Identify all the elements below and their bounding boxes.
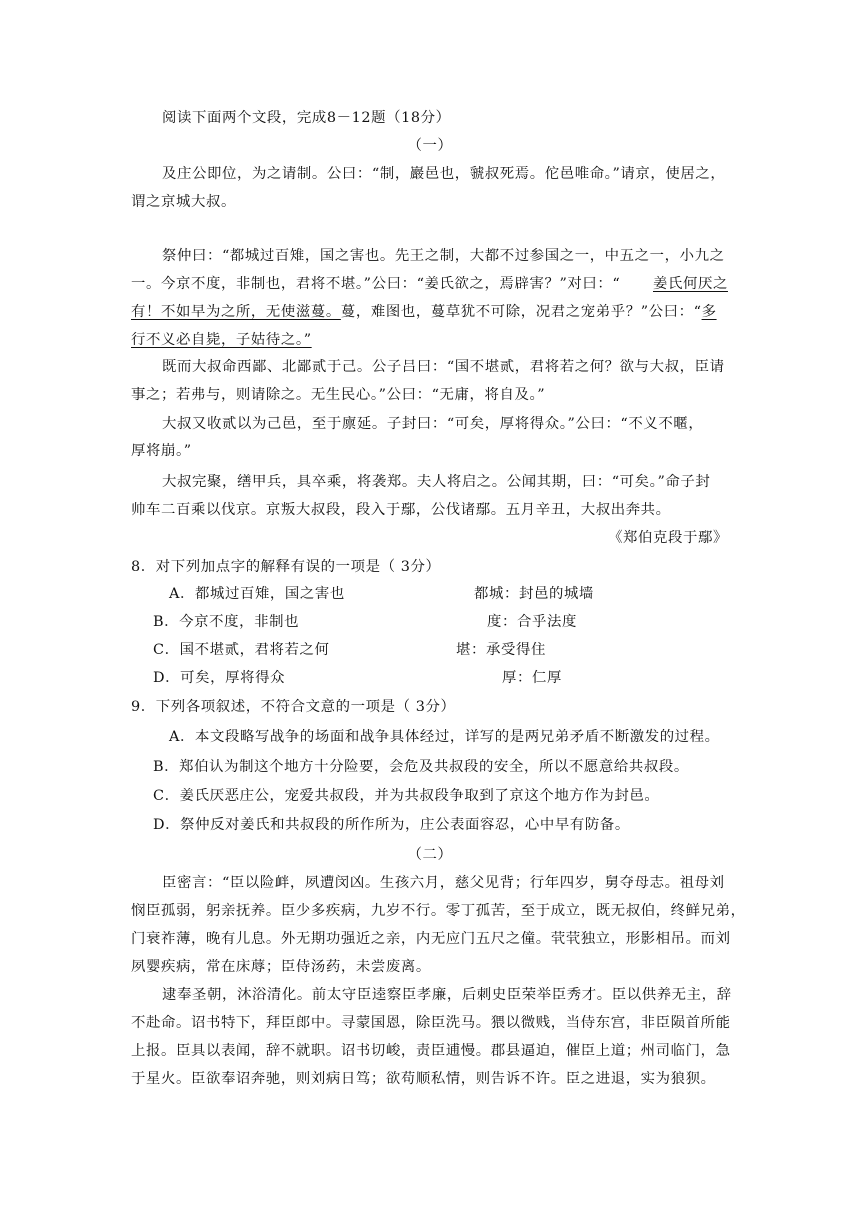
- q8-option-b: B．今京不度，非制也: [153, 614, 300, 630]
- q8-option-c: C．国不堪贰，君将若之何: [153, 642, 330, 658]
- underlined-text: 行不义必自毙，子姑待之。”: [131, 332, 312, 348]
- q9-option-d: D．祭仲反对姜氏和共叔段的所作所为，庄公表面容忍，心中早有防备。: [153, 817, 630, 833]
- q8-gloss-c: 堪：承受得住: [456, 642, 546, 658]
- q9-option-a: A．本文段略写战争的场面和战争具体经过，详写的是两兄弟矛盾不断激发的过程。: [169, 729, 720, 745]
- passage1-line: 厚将崩。”: [131, 443, 192, 459]
- passage1-line: 事之；若弗与，则请除之。无生民心。”公曰：“无庸，将自及。”: [131, 387, 546, 403]
- passage1-line: 有！不如早为之所，无使滋蔓。蔓，难图也，蔓草犹不可除，况君之宠弟乎？”公曰：“多: [131, 304, 717, 320]
- question-8-stem: 8．对下列加点字的解释有误的一项是（ 3分）: [131, 559, 441, 575]
- passage1-line: 帅车二百乘以伐京。京叛大叔段，段入于鄢，公伐诸鄢。五月辛丑，大叔出奔共。: [131, 502, 671, 518]
- q8-gloss-a: 都城：封邑的城墙: [474, 586, 594, 602]
- passage1-line: 一。今京不度，非制也，君将不堪。”公曰：“姜氏欲之，焉辟害？”对曰：“: [131, 276, 621, 292]
- underlined-text: 有！不如早为之所，无使滋蔓。: [131, 304, 341, 320]
- passage1-line: 谓之京城大叔。: [131, 194, 236, 210]
- q8-option-d: D．可矣，厚将得众: [153, 670, 286, 686]
- passage2-line: 夙婴疾病，常在床蓐；臣侍汤药，未尝废离。: [131, 959, 431, 975]
- q9-option-c: C．姜氏厌恶庄公，宠爱共叔段，并为共叔段争取到了京这个地方作为封邑。: [153, 788, 660, 804]
- passage1-line: 大叔又收贰以为己邑，至于廪延。子封曰：“可矣，厚将得众。”公曰：“不义不暱，: [162, 416, 704, 432]
- passage1-line: [131, 330, 731, 350]
- instruction: 阅读下面两个文段，完成8－12题（18分）: [162, 110, 451, 126]
- passage1-line: 祭仲曰：“都城过百雉，国之害也。先王之制，大都不过参国之一，中五之一，小九之: [162, 248, 725, 264]
- section-heading-1: （一）: [407, 138, 453, 154]
- passage1-line: 大叔完聚，缮甲兵，具卒乘，将袭郑。夫人将启之。公闻其期，曰：“可矣。”命子封: [162, 474, 711, 490]
- underlined-text: 姜氏何厌之: [653, 276, 728, 292]
- underlined-text: 多: [701, 304, 717, 320]
- passage2-line: 上报。臣具以表闻，辞不就职。诏书切峻，责臣逋慢。郡县逼迫，催臣上道；州司临门，急: [131, 1043, 731, 1059]
- q8-gloss-d: 厚：仁厚: [502, 670, 562, 686]
- passage2-line: 门衰祚薄，晚有儿息。外无期功强近之亲，内无应门五尺之僮。茕茕独立，形影相吊。而刘: [131, 931, 731, 947]
- passage1-line: 既而大叔命西鄙、北鄙贰于己。公子吕曰：“国不堪贰，君将若之何？欲与大叔，臣请: [162, 359, 725, 375]
- passage2-line: 逮奉圣朝，沐浴清化。前太守臣逵察臣孝廉，后刺史臣荣举臣秀才。臣以供养无主，辞: [162, 987, 732, 1003]
- passage2-line: 悯臣孤弱，躬亲抚养。臣少多疾病，九岁不行。零丁孤苦，至于成立，既无叔伯，终鲜兄弟，: [131, 903, 746, 919]
- passage1-line: 及庄公即位，为之请制。公曰：“制，巖邑也，虢叔死焉。佗邑唯命。”请京，使居之，: [162, 166, 726, 182]
- passage2-line: 臣密言：“臣以险衅，夙遭闵凶。生孩六月，慈父见背；行年四岁，舅夺母志。祖母刘: [162, 875, 725, 891]
- source-citation: 《郑伯克段于鄢》: [608, 530, 728, 546]
- section-heading-2: （二）: [407, 847, 453, 863]
- question-9-stem: 9．下列各项叙述，不符合文意的一项是（ 3分）: [131, 699, 456, 715]
- passage2-line: 于星火。臣欲奉诏奔驰，则刘病日笃；欲苟顺私情，则告诉不许。臣之进退，实为狼狈。: [131, 1071, 716, 1087]
- q8-option-a: A．都城过百雉，国之害也: [169, 586, 345, 602]
- q8-gloss-b: 度：合乎法度: [487, 614, 577, 630]
- q9-option-b: B．郑伯认为制这个地方十分险要，会危及共叔段的安全，所以不愿意给共叔段。: [153, 759, 689, 775]
- passage2-line: 不赴命。诏书特下，拜臣郎中。寻蒙国恩，除臣洗马。猥以微贱，当侍东宫，非臣陨首所能: [131, 1015, 731, 1031]
